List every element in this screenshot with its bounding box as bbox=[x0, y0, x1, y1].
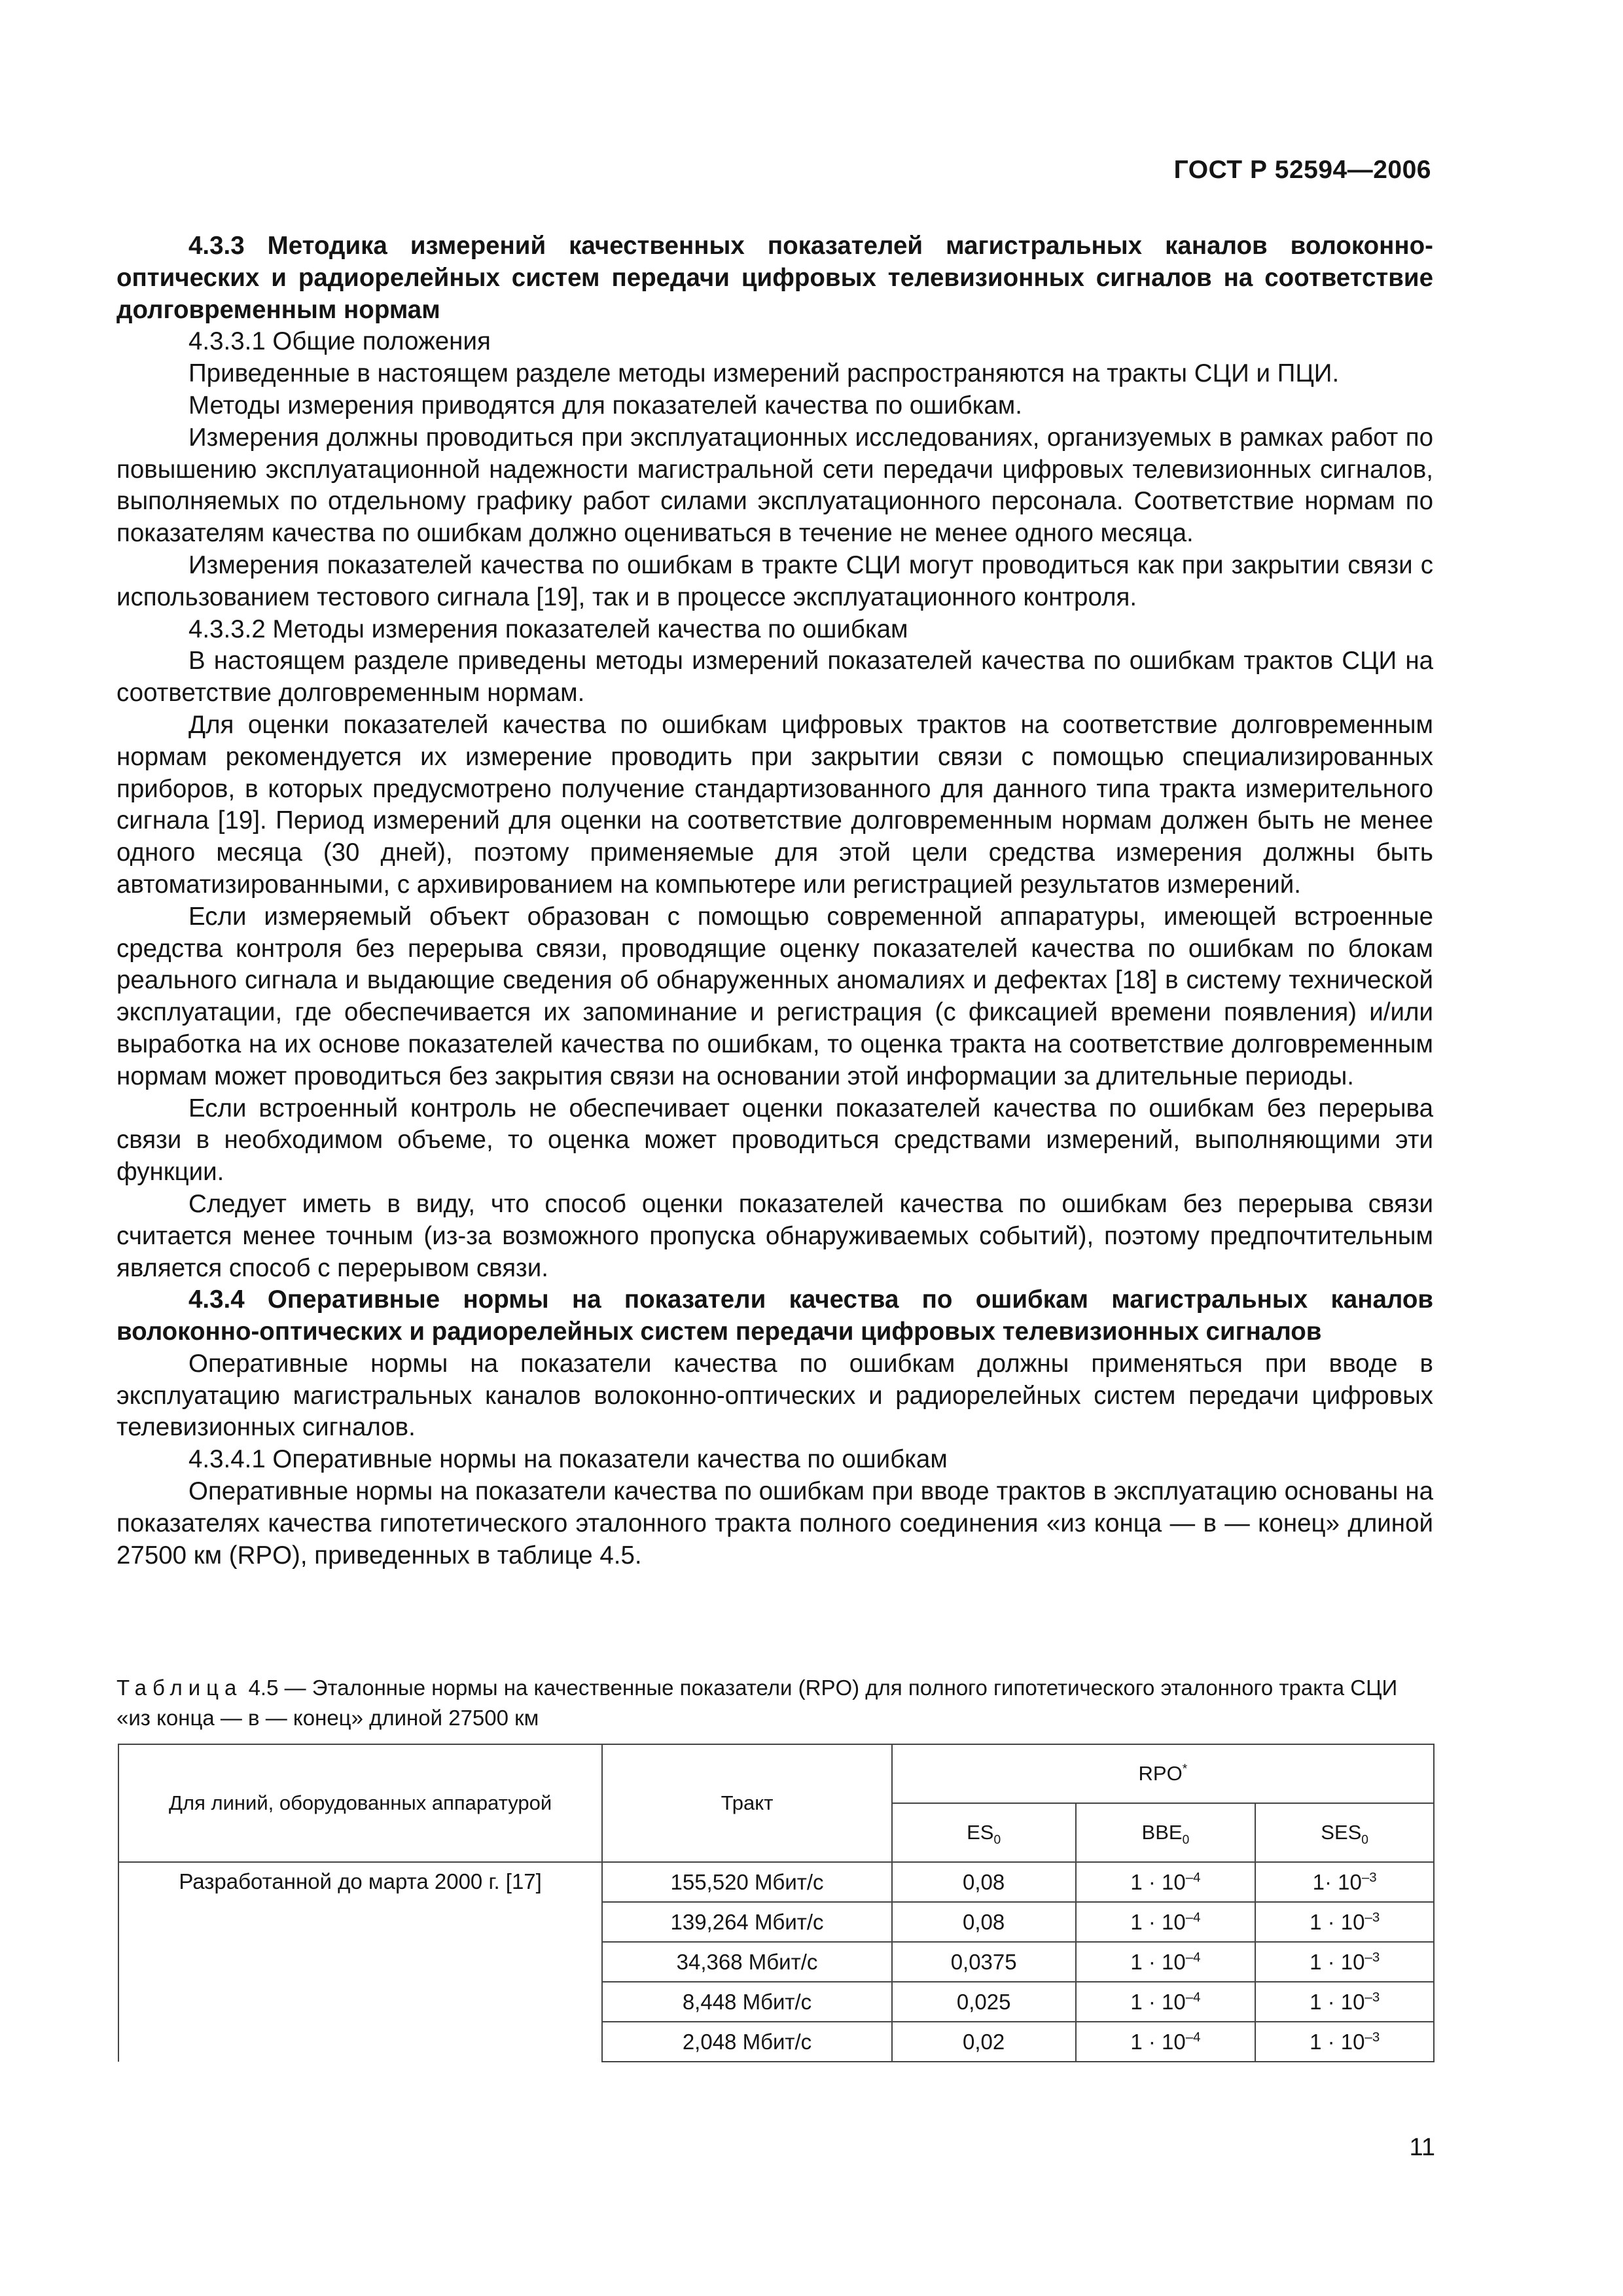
path-cell: 2,048 Мбит/с bbox=[602, 2022, 892, 2062]
page-number: 11 bbox=[1409, 2134, 1435, 2161]
es-cell: 0,02 bbox=[892, 2022, 1076, 2062]
paragraph: 4.3.4.1 Оперативные нормы на показатели качества по ошибкам bbox=[188, 1445, 948, 1474]
body-text bbox=[116, 230, 1433, 1571]
header-rpo: RPO* bbox=[892, 1744, 1434, 1803]
bbe-cell: $1 \cdot 10^{-4}$ bbox=[1076, 1902, 1256, 1942]
paragraph: Если измеряемый объект образован с помощью современной аппаратуры, имеющей встроенные средства контроля без перерыва связи, проводящие оценку показателей качества по ошибкам по блокам реального сигнала и выдающие сведения об обнаруженных аномалиях и дефектах [18] в систему технической эксплуатации, где обеспечивается их запоминание и регистрация (с фиксацией времени появления) и/или выработка на их основе показателей качества по ошибкам, то оценка тракта на соответствие долговременным нормам может проводиться без закрытия связи на основании этой информации за длительные периоды. bbox=[116, 902, 1433, 1090]
header-es: $ES_0$ bbox=[892, 1803, 1076, 1862]
es-cell: 0,08 bbox=[892, 1902, 1076, 1942]
section-heading-4-3-3: 4.3.3 Методика измерений качественных показателей магистральных каналов волоконно-оптических и радиорелейных систем передачи цифровых телевизионных сигналов на соответствие долговременным нормам bbox=[116, 232, 1433, 324]
paragraph: 4.3.3.1 Общие положения bbox=[188, 327, 491, 356]
es-cell: 0,025 bbox=[892, 1982, 1076, 2022]
paragraph: В настоящем разделе приведены методы измерений показателей качества по ошибкам трактов СЦИ на соответствие долговременным нормам. bbox=[116, 647, 1433, 708]
bbe-cell: $1 \cdot 10^{-4}$ bbox=[1076, 1862, 1256, 1902]
bbe-cell: $1 \cdot 10^{-4}$ bbox=[1076, 1982, 1256, 2022]
table-caption-text: 4.5 — Эталонные нормы на качественные показатели (RPO) для полного гипотетического эталонного тракта СЦИ «из конца — в — конец» длиной 27500 км bbox=[116, 1676, 1398, 1730]
paragraph: Оперативные нормы на показатели качества по ошибкам при вводе трактов в эксплуатацию основаны на показателях качества гипотетического эталонного тракта полного соединения «из конца — в — конец» длиной 27500 км (RPO), приведенных в таблице 4.5. bbox=[116, 1477, 1433, 1570]
paragraph: Если встроенный контроль не обеспечивает оценки показателей качества по ошибкам без перерыва связи в необходимом объеме, то оценка может проводиться средствами измерений, выполняющими эти функции. bbox=[116, 1094, 1433, 1187]
header-ses: $SES_0$ bbox=[1255, 1803, 1434, 1862]
path-cell: 34,368 Мбит/с bbox=[602, 1942, 892, 1982]
path-cell: 139,264 Мбит/с bbox=[602, 1902, 892, 1942]
header-bbe: $BBE_0$ bbox=[1076, 1803, 1256, 1862]
path-cell: 155,520 Мбит/с bbox=[602, 1862, 892, 1902]
paragraph: Измерения показателей качества по ошибкам в тракте СЦИ могут проводиться как при закрытии связи с использованием тестового сигнала [19], так и в процессе эксплуатационного контроля. bbox=[116, 550, 1433, 611]
table-caption bbox=[116, 1673, 1433, 1733]
bbe-cell: $1 \cdot 10^{-4}$ bbox=[1076, 2022, 1256, 2062]
paragraph: Измерения должны проводиться при эксплуатационных исследованиях, организуемых в рамках работ по повышению эксплуатационной надежности магистральной сети передачи цифровых телевизионных сигналов, выполняемых по отдельному графику работ силами эксплуатационного персонала. Соответствие нормам по показателям качества по ошибкам должно оцениваться в течение не менее одного месяца. bbox=[116, 423, 1433, 548]
table-caption-label: Таблица bbox=[116, 1676, 243, 1700]
paragraph: Для оценки показателей качества по ошибкам цифровых трактов на соответствие долговременным нормам рекомендуется их измерение проводить при закрытии связи с помощью специализированных приборов, в которых предусмотрено получение стандартизованного для данного типа тракта измерительного сигнала [19]. Период измерений для оценки на соответствие долговременным нормам должен быть не менее одного месяца (30 дней), поэтому применяемые для этой цели средства измерения должны быть автоматизированными, с архивированием на компьютере или регистрацией результатов измерений. bbox=[116, 710, 1433, 899]
ses-cell: $1 \cdot 10^{-3}$ bbox=[1255, 1902, 1434, 1942]
line-cell: Разработанной до марта 2000 г. [17] bbox=[118, 1862, 602, 2062]
paragraph: 4.3.3.2 Методы измерения показателей качества по ошибкам bbox=[188, 615, 908, 643]
paragraph: Следует иметь в виду, что способ оценки показателей качества по ошибкам без перерыва связи считается менее точным (из-за возможного пропуска обнаруживаемых событий), поэтому предпочтительным является способ с перерывом связи. bbox=[116, 1189, 1433, 1282]
paragraph: Приведенные в настоящем разделе методы измерений распространяются на тракты СЦИ и ПЦИ. bbox=[188, 359, 1340, 388]
path-cell: 8,448 Мбит/с bbox=[602, 1982, 892, 2022]
es-cell: 0,0375 bbox=[892, 1942, 1076, 1982]
ses-cell: $1 \cdot 10^{-3}$ bbox=[1255, 2022, 1434, 2062]
norms-table bbox=[118, 1744, 1435, 2062]
es-cell: 0,08 bbox=[892, 1862, 1076, 1902]
ses-cell: $1 \cdot 10^{-3}$ bbox=[1255, 1982, 1434, 2022]
header-line: Для линий, оборудованных аппаратурой bbox=[118, 1744, 602, 1862]
ses-cell: $1 \cdot 10^{-3}$ bbox=[1255, 1942, 1434, 1982]
paragraph: Оперативные нормы на показатели качества по ошибкам должны применяться при вводе в эксплуатацию магистральных каналов волоконно-оптических и радиорелейных систем передачи цифровых телевизионных сигналов. bbox=[116, 1349, 1433, 1442]
section-heading-4-3-4: 4.3.4 Оперативные нормы на показатели качества по ошибкам магистральных каналов волоконно-оптических и радиорелейных систем передачи цифровых телевизионных сигналов bbox=[116, 1285, 1433, 1346]
header-path: Тракт bbox=[602, 1744, 892, 1862]
table-row bbox=[118, 1862, 1434, 1902]
bbe-cell: $1 \cdot 10^{-4}$ bbox=[1076, 1942, 1256, 1982]
document-code: ГОСТ Р 52594—2006 bbox=[1173, 156, 1431, 184]
paragraph: Методы измерения приводятся для показателей качества по ошибкам. bbox=[188, 391, 1022, 420]
ses-cell: $1\cdot 10^{-3}$ bbox=[1255, 1862, 1434, 1902]
